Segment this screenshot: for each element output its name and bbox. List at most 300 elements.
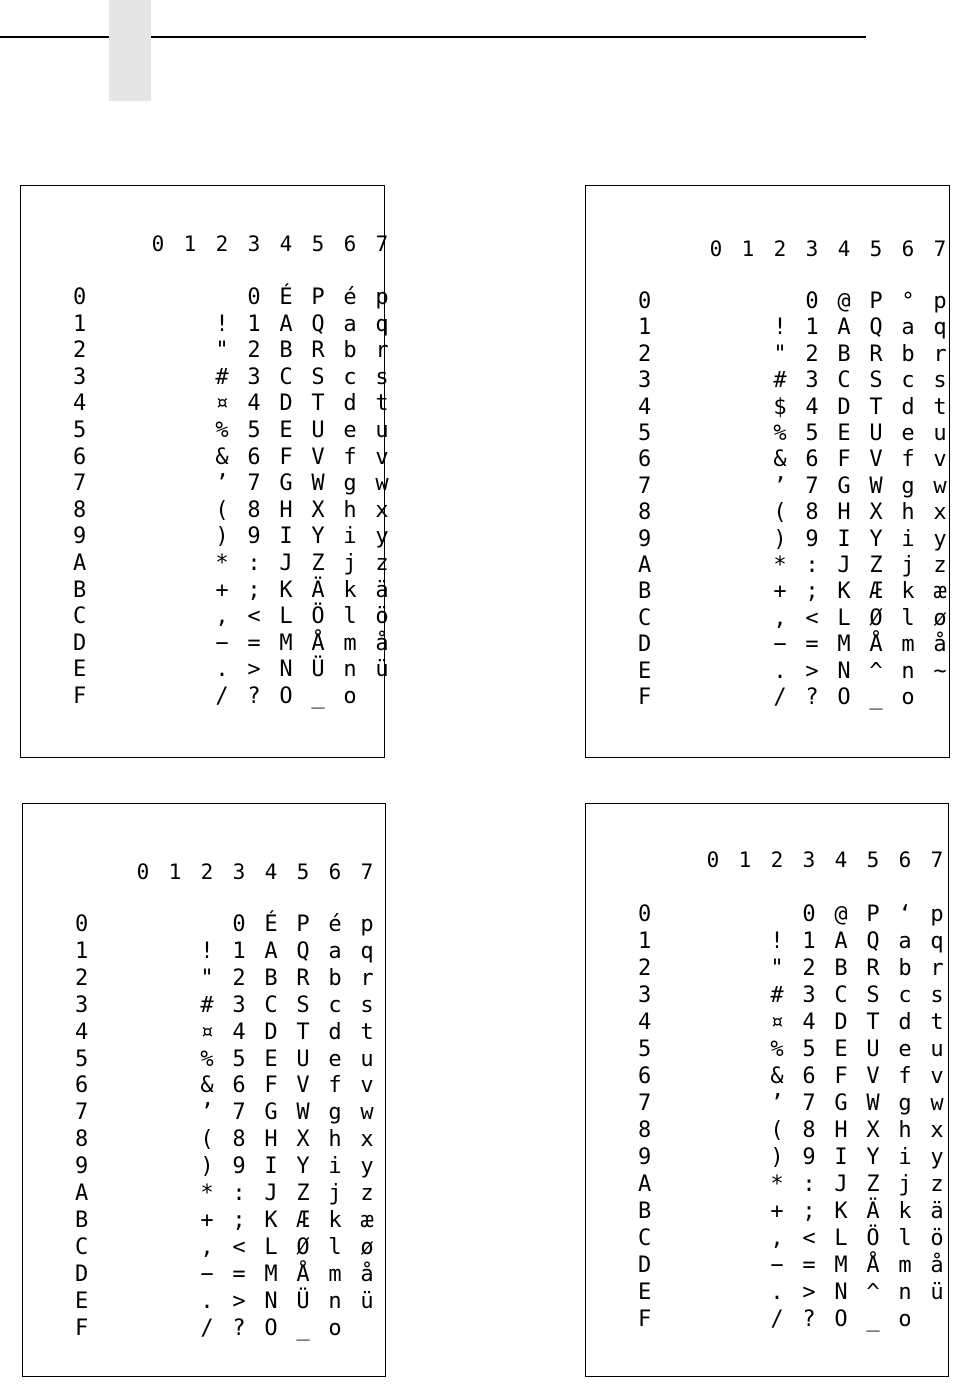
character-cell: S bbox=[311, 364, 325, 390]
character-cell: k bbox=[901, 579, 915, 605]
character-cell: * bbox=[215, 551, 229, 576]
character-cell: Q bbox=[311, 311, 325, 337]
row-header: 8 bbox=[75, 1127, 89, 1153]
character-cell: T bbox=[869, 394, 883, 420]
character-cell: P bbox=[866, 902, 880, 927]
character-cell: G bbox=[837, 473, 851, 499]
row-header: F bbox=[638, 685, 652, 710]
row-header: C bbox=[638, 1226, 652, 1251]
column-header: 7 bbox=[375, 232, 389, 256]
character-cell: P bbox=[296, 912, 310, 937]
character-cell: i bbox=[901, 526, 915, 552]
row-header: 8 bbox=[73, 497, 87, 523]
character-cell: d bbox=[901, 394, 915, 420]
character-cell: å bbox=[930, 1253, 944, 1278]
character-cell: r bbox=[360, 965, 374, 991]
character-cell: i bbox=[898, 1145, 912, 1170]
character-cell: y bbox=[360, 1154, 374, 1180]
character-cell: m bbox=[328, 1261, 342, 1287]
character-cell: f bbox=[343, 444, 357, 470]
row-header: D bbox=[638, 1253, 652, 1278]
column-header: 0 bbox=[706, 848, 720, 872]
character-cell: A bbox=[837, 315, 851, 341]
character-cell: L bbox=[264, 1234, 278, 1260]
character-cell: C bbox=[837, 368, 851, 394]
character-cell: d bbox=[898, 1010, 912, 1035]
character-cell: : bbox=[232, 1181, 246, 1206]
row-header: E bbox=[638, 658, 652, 684]
row-header: A bbox=[73, 551, 87, 576]
character-cell: 8 bbox=[232, 1127, 246, 1153]
character-cell: c bbox=[898, 983, 912, 1008]
column-header: 7 bbox=[930, 848, 944, 872]
character-cell: # bbox=[215, 364, 229, 390]
character-cell: A bbox=[264, 938, 278, 964]
character-cell: e bbox=[901, 421, 915, 446]
character-cell: W bbox=[869, 473, 883, 499]
header-tab-marker bbox=[109, 0, 151, 101]
column-header: 7 bbox=[933, 237, 947, 261]
character-cell: ? bbox=[232, 1315, 246, 1341]
character-cell: B bbox=[837, 341, 851, 367]
character-cell: S bbox=[869, 368, 883, 394]
character-cell: u bbox=[933, 421, 947, 446]
character-cell: 0 bbox=[805, 289, 819, 314]
character-cell: p bbox=[933, 289, 947, 314]
character-cell: 6 bbox=[232, 1073, 246, 1099]
character-cell: ( bbox=[215, 497, 229, 523]
character-cell: e bbox=[328, 1046, 342, 1072]
character-cell: ) bbox=[200, 1154, 214, 1180]
character-cell: 0 bbox=[247, 285, 261, 310]
character-cell: X bbox=[866, 1118, 880, 1143]
character-cell: 9 bbox=[247, 524, 261, 550]
character-cell: g bbox=[901, 473, 915, 499]
character-cell: Ø bbox=[296, 1234, 310, 1260]
character-cell: O bbox=[834, 1307, 848, 1332]
character-cell: f bbox=[328, 1073, 342, 1099]
character-cell: C bbox=[264, 992, 278, 1018]
character-cell: & bbox=[215, 444, 229, 470]
character-cell: Ü bbox=[311, 657, 325, 683]
character-cell: 7 bbox=[802, 1091, 816, 1116]
character-cell: ( bbox=[770, 1118, 784, 1143]
character-cell: o bbox=[901, 685, 915, 710]
character-cell: . bbox=[215, 657, 229, 683]
character-cell: ö bbox=[930, 1226, 944, 1251]
character-cell: & bbox=[770, 1064, 784, 1089]
character-cell: z bbox=[930, 1172, 944, 1197]
character-cell: F bbox=[837, 447, 851, 473]
column-header: 0 bbox=[709, 237, 723, 261]
character-cell: H bbox=[837, 500, 851, 526]
character-cell: f bbox=[901, 447, 915, 473]
character-cell: é bbox=[328, 912, 342, 937]
character-cell: + bbox=[773, 579, 787, 605]
column-header: 3 bbox=[805, 237, 819, 261]
character-cell: ä bbox=[930, 1199, 944, 1224]
row-header: 0 bbox=[638, 289, 652, 314]
character-cell: M bbox=[834, 1253, 848, 1278]
character-cell: h bbox=[901, 500, 915, 526]
character-cell: : bbox=[247, 551, 261, 576]
character-cell: , bbox=[215, 604, 229, 630]
character-cell: " bbox=[773, 341, 787, 367]
character-cell: v bbox=[930, 1064, 944, 1089]
character-cell: ! bbox=[770, 929, 784, 954]
character-cell: ( bbox=[200, 1127, 214, 1153]
character-cell: ) bbox=[770, 1145, 784, 1170]
character-cell: 2 bbox=[805, 341, 819, 367]
row-header: 9 bbox=[638, 1145, 652, 1170]
character-cell: Ü bbox=[296, 1288, 310, 1314]
row-header: 1 bbox=[75, 938, 89, 964]
character-cell: = bbox=[232, 1261, 246, 1287]
character-cell: w bbox=[933, 473, 947, 499]
character-cell: 5 bbox=[802, 1037, 816, 1062]
character-cell: E bbox=[834, 1037, 848, 1062]
character-cell: 8 bbox=[802, 1118, 816, 1143]
character-cell: V bbox=[869, 447, 883, 473]
character-cell: Å bbox=[296, 1261, 310, 1287]
character-cell: * bbox=[770, 1172, 784, 1197]
character-cell: ʼ bbox=[773, 473, 787, 499]
row-header: B bbox=[638, 1199, 652, 1224]
character-cell: Ö bbox=[311, 604, 325, 630]
row-header: 7 bbox=[638, 1091, 652, 1116]
row-header: 9 bbox=[73, 524, 87, 550]
character-cell: 6 bbox=[247, 444, 261, 470]
character-cell: l bbox=[343, 604, 357, 630]
row-header: 3 bbox=[73, 364, 87, 390]
row-header: F bbox=[73, 684, 87, 709]
row-header: E bbox=[638, 1280, 652, 1305]
character-cell: H bbox=[279, 497, 293, 523]
character-cell: X bbox=[869, 500, 883, 526]
character-cell: 4 bbox=[247, 391, 261, 417]
character-cell: ( bbox=[773, 500, 787, 526]
character-cell: M bbox=[837, 632, 851, 658]
character-cell: o bbox=[328, 1315, 342, 1341]
character-cell: æ bbox=[933, 579, 947, 605]
row-header: 2 bbox=[638, 341, 652, 367]
character-cell: − bbox=[200, 1261, 214, 1287]
character-cell: 5 bbox=[232, 1046, 246, 1072]
character-cell: t bbox=[933, 394, 947, 420]
character-cell: Ä bbox=[311, 577, 325, 603]
column-header: 1 bbox=[741, 237, 755, 261]
character-cell: V bbox=[311, 444, 325, 470]
character-cell: ü bbox=[360, 1288, 374, 1314]
character-cell: G bbox=[264, 1100, 278, 1126]
character-cell: _ bbox=[866, 1307, 880, 1332]
character-cell: C bbox=[279, 364, 293, 390]
character-cell: % bbox=[770, 1037, 784, 1062]
column-header: 5 bbox=[866, 848, 880, 872]
character-cell: > bbox=[232, 1288, 246, 1314]
character-cell: l bbox=[328, 1234, 342, 1260]
character-cell: E bbox=[264, 1046, 278, 1072]
character-cell: 3 bbox=[247, 364, 261, 390]
character-cell: 4 bbox=[805, 394, 819, 420]
character-cell: R bbox=[866, 956, 880, 981]
character-cell: T bbox=[866, 1010, 880, 1035]
character-cell: : bbox=[805, 553, 819, 578]
character-cell: ° bbox=[901, 289, 915, 314]
character-cell: @ bbox=[834, 902, 848, 927]
column-header: 5 bbox=[869, 237, 883, 261]
character-cell: % bbox=[215, 418, 229, 443]
character-cell: ) bbox=[773, 526, 787, 552]
character-cell: I bbox=[837, 526, 851, 552]
character-cell: n bbox=[898, 1280, 912, 1305]
character-cell: ¤ bbox=[215, 391, 229, 417]
character-cell: a bbox=[898, 929, 912, 954]
character-cell: g bbox=[898, 1091, 912, 1116]
character-cell: " bbox=[770, 956, 784, 981]
character-cell: k bbox=[328, 1207, 342, 1233]
character-cell: j bbox=[343, 551, 357, 576]
row-header: F bbox=[638, 1307, 652, 1332]
character-cell: 3 bbox=[802, 983, 816, 1008]
character-cell: * bbox=[773, 553, 787, 578]
character-cell: 1 bbox=[247, 311, 261, 337]
character-cell: / bbox=[200, 1315, 214, 1341]
character-cell: s bbox=[930, 983, 944, 1008]
character-cell: Ö bbox=[866, 1226, 880, 1251]
character-cell: H bbox=[834, 1118, 848, 1143]
character-cell: ~ bbox=[933, 658, 947, 684]
character-cell: ø bbox=[933, 605, 947, 631]
character-cell: B bbox=[264, 965, 278, 991]
character-cell: 1 bbox=[802, 929, 816, 954]
character-cell: m bbox=[901, 632, 915, 658]
character-cell: & bbox=[773, 447, 787, 473]
character-cell: v bbox=[933, 447, 947, 473]
character-cell: ø bbox=[360, 1234, 374, 1260]
character-cell: 7 bbox=[247, 471, 261, 497]
character-cell: # bbox=[770, 983, 784, 1008]
row-header: A bbox=[638, 553, 652, 578]
character-cell: n bbox=[328, 1288, 342, 1314]
character-cell: x bbox=[930, 1118, 944, 1143]
character-cell: x bbox=[933, 500, 947, 526]
character-cell: K bbox=[834, 1199, 848, 1224]
character-cell: É bbox=[264, 912, 278, 937]
column-header: 2 bbox=[200, 860, 214, 884]
character-cell: x bbox=[375, 497, 389, 523]
character-cell: # bbox=[773, 368, 787, 394]
row-header: 8 bbox=[638, 1118, 652, 1143]
character-cell: 8 bbox=[805, 500, 819, 526]
character-cell: 2 bbox=[232, 965, 246, 991]
character-cell: Z bbox=[866, 1172, 880, 1197]
character-cell: K bbox=[264, 1207, 278, 1233]
character-cell: s bbox=[360, 992, 374, 1018]
character-cell: n bbox=[901, 658, 915, 684]
character-cell: ? bbox=[247, 684, 261, 709]
character-cell: a bbox=[901, 315, 915, 341]
character-cell: C bbox=[834, 983, 848, 1008]
character-cell: 7 bbox=[805, 473, 819, 499]
character-cell: f bbox=[898, 1064, 912, 1089]
row-header: 4 bbox=[73, 391, 87, 417]
character-cell: % bbox=[773, 421, 787, 446]
character-cell: Y bbox=[311, 524, 325, 550]
character-cell: ʻ bbox=[898, 902, 912, 927]
character-cell: L bbox=[834, 1226, 848, 1251]
character-cell: ʼ bbox=[200, 1100, 214, 1126]
character-cell: p bbox=[930, 902, 944, 927]
character-cell: 5 bbox=[805, 421, 819, 446]
character-cell: 9 bbox=[802, 1145, 816, 1170]
character-cell: N bbox=[834, 1280, 848, 1305]
character-cell: _ bbox=[869, 685, 883, 710]
character-cell: 7 bbox=[232, 1100, 246, 1126]
character-cell: K bbox=[279, 577, 293, 603]
row-header: 0 bbox=[638, 902, 652, 927]
charset-table-4 bbox=[585, 803, 949, 1377]
charset-table-2 bbox=[585, 185, 950, 758]
column-header: 4 bbox=[279, 232, 293, 256]
character-cell: . bbox=[200, 1288, 214, 1314]
character-cell: % bbox=[200, 1046, 214, 1072]
character-cell: x bbox=[360, 1127, 374, 1153]
character-cell: J bbox=[834, 1172, 848, 1197]
row-header: E bbox=[73, 657, 87, 683]
character-cell: / bbox=[215, 684, 229, 709]
character-cell: v bbox=[360, 1073, 374, 1099]
row-header: B bbox=[75, 1207, 89, 1233]
character-cell: = bbox=[247, 630, 261, 656]
column-header: 4 bbox=[837, 237, 851, 261]
character-cell: Ø bbox=[869, 605, 883, 631]
character-cell: s bbox=[933, 368, 947, 394]
character-cell: > bbox=[802, 1280, 816, 1305]
character-cell: M bbox=[279, 630, 293, 656]
character-cell: 0 bbox=[802, 902, 816, 927]
character-cell: æ bbox=[360, 1207, 374, 1233]
character-cell: > bbox=[805, 658, 819, 684]
character-cell: > bbox=[247, 657, 261, 683]
row-header: 2 bbox=[638, 956, 652, 981]
row-header: B bbox=[73, 577, 87, 603]
character-cell: l bbox=[901, 605, 915, 631]
row-header: 1 bbox=[638, 315, 652, 341]
character-cell: . bbox=[773, 658, 787, 684]
row-header: 4 bbox=[75, 1019, 89, 1045]
character-cell: & bbox=[200, 1073, 214, 1099]
character-cell: k bbox=[343, 577, 357, 603]
character-cell: U bbox=[296, 1046, 310, 1072]
row-header: 7 bbox=[73, 471, 87, 497]
character-cell: < bbox=[802, 1226, 816, 1251]
character-cell: c bbox=[901, 368, 915, 394]
character-cell: , bbox=[773, 605, 787, 631]
character-cell: å bbox=[360, 1261, 374, 1287]
row-header: C bbox=[638, 605, 652, 631]
row-header: A bbox=[75, 1181, 89, 1206]
character-cell: q bbox=[375, 311, 389, 337]
character-cell: * bbox=[200, 1181, 214, 1206]
column-header: 6 bbox=[898, 848, 912, 872]
character-cell: q bbox=[930, 929, 944, 954]
character-cell: V bbox=[296, 1073, 310, 1099]
character-cell: y bbox=[930, 1145, 944, 1170]
character-cell: + bbox=[215, 577, 229, 603]
character-cell: ʼ bbox=[215, 471, 229, 497]
character-cell: O bbox=[279, 684, 293, 709]
character-cell: N bbox=[279, 657, 293, 683]
character-cell: U bbox=[869, 421, 883, 446]
character-cell: r bbox=[375, 338, 389, 364]
row-header: 1 bbox=[638, 929, 652, 954]
character-cell: Z bbox=[311, 551, 325, 576]
character-cell: S bbox=[866, 983, 880, 1008]
character-cell: d bbox=[328, 1019, 342, 1045]
character-cell: , bbox=[200, 1234, 214, 1260]
character-cell: Z bbox=[296, 1181, 310, 1206]
row-header: 5 bbox=[75, 1046, 89, 1072]
character-cell: − bbox=[215, 630, 229, 656]
character-cell: S bbox=[296, 992, 310, 1018]
row-header: 6 bbox=[73, 444, 87, 470]
character-cell: é bbox=[343, 285, 357, 310]
character-cell: B bbox=[834, 956, 848, 981]
character-cell: s bbox=[375, 364, 389, 390]
character-cell: 1 bbox=[805, 315, 819, 341]
character-cell: Q bbox=[869, 315, 883, 341]
character-cell: ; bbox=[247, 577, 261, 603]
character-cell: E bbox=[837, 421, 851, 446]
character-cell: F bbox=[264, 1073, 278, 1099]
character-cell: m bbox=[898, 1253, 912, 1278]
row-header: 2 bbox=[73, 338, 87, 364]
row-header: B bbox=[638, 579, 652, 605]
character-cell: j bbox=[898, 1172, 912, 1197]
character-cell: ! bbox=[215, 311, 229, 337]
column-header: 7 bbox=[360, 860, 374, 884]
character-cell: _ bbox=[311, 684, 325, 709]
character-cell: D bbox=[264, 1019, 278, 1045]
column-header: 4 bbox=[264, 860, 278, 884]
character-cell: E bbox=[279, 418, 293, 443]
character-cell: 1 bbox=[232, 938, 246, 964]
character-cell: M bbox=[264, 1261, 278, 1287]
row-header: 4 bbox=[638, 394, 652, 420]
column-header: 0 bbox=[136, 860, 150, 884]
character-cell: W bbox=[296, 1100, 310, 1126]
character-cell: ¤ bbox=[770, 1010, 784, 1035]
column-header: 3 bbox=[232, 860, 246, 884]
column-header: 5 bbox=[296, 860, 310, 884]
character-cell: t bbox=[360, 1019, 374, 1045]
character-cell: c bbox=[343, 364, 357, 390]
character-cell: J bbox=[837, 553, 851, 578]
character-cell: ʼ bbox=[770, 1091, 784, 1116]
character-cell: n bbox=[343, 657, 357, 683]
character-cell: z bbox=[375, 551, 389, 576]
character-cell: u bbox=[360, 1046, 374, 1072]
column-header: 2 bbox=[773, 237, 787, 261]
character-cell: " bbox=[215, 338, 229, 364]
character-cell: U bbox=[866, 1037, 880, 1062]
character-cell: 4 bbox=[802, 1010, 816, 1035]
column-header: 1 bbox=[168, 860, 182, 884]
character-cell: t bbox=[930, 1010, 944, 1035]
character-cell: å bbox=[933, 632, 947, 658]
character-cell: Å bbox=[869, 632, 883, 658]
